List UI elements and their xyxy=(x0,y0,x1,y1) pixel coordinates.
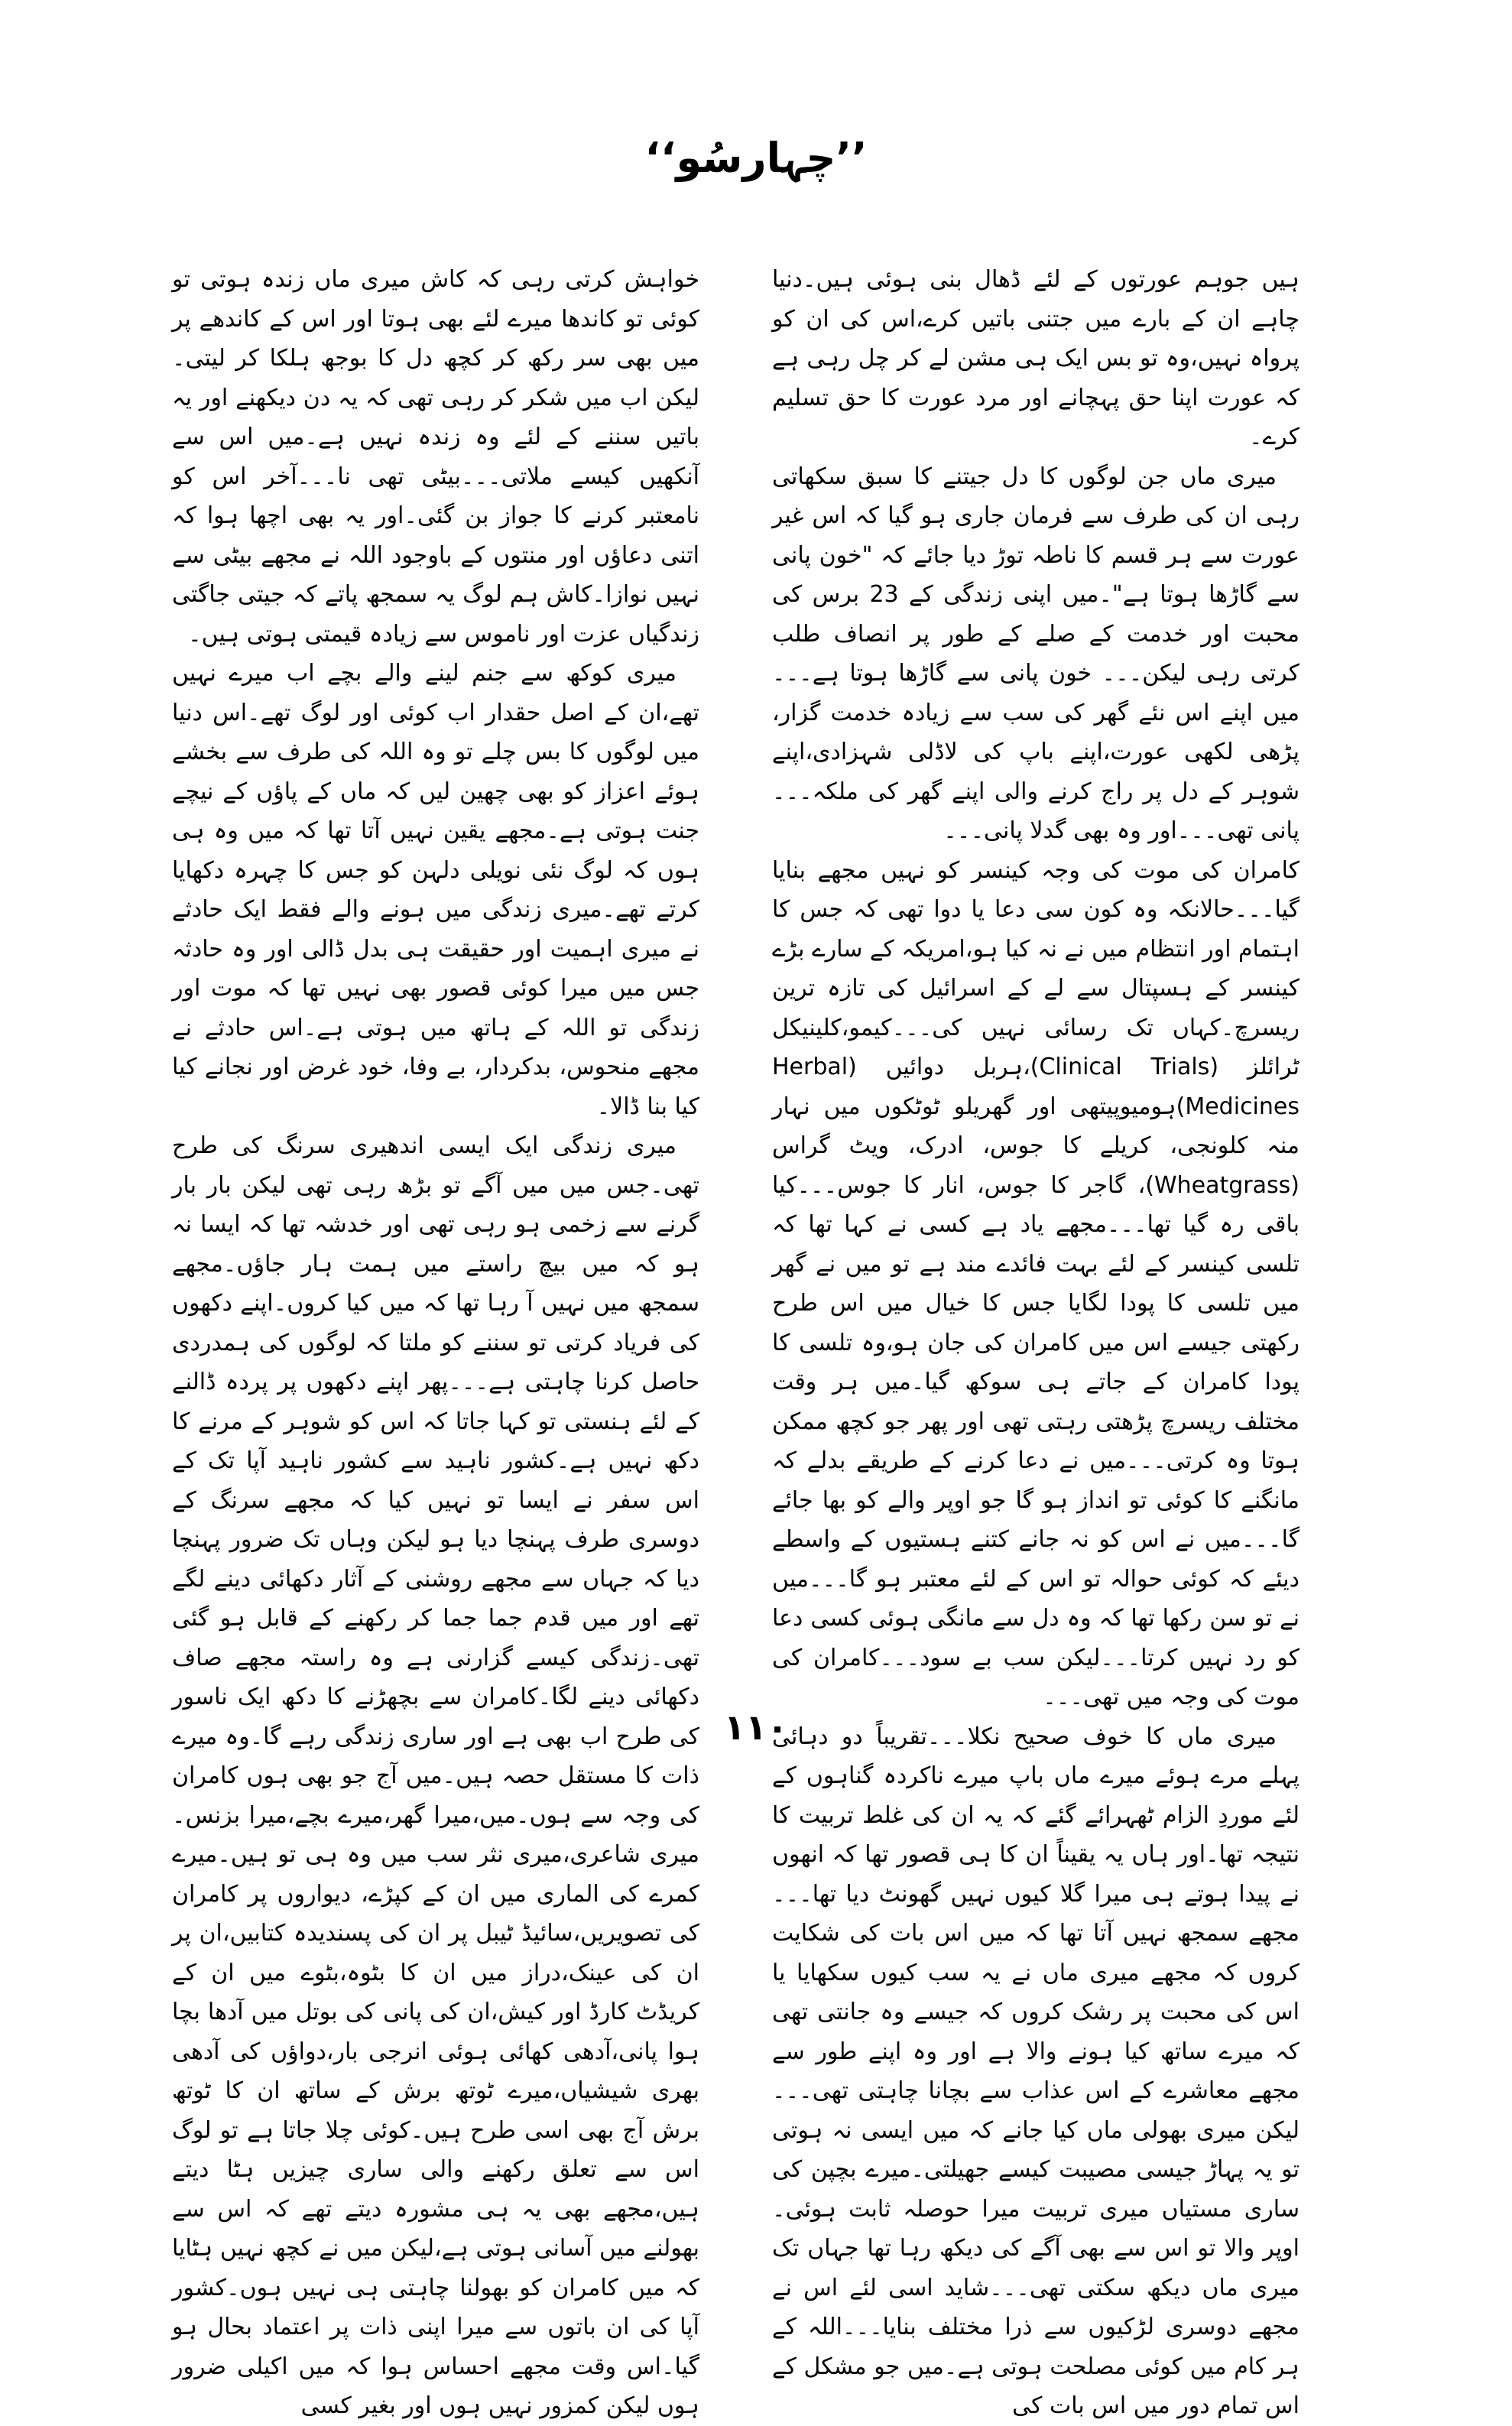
text-column-right xyxy=(772,260,1299,2419)
paragraph: کامران کی موت کی وجہ کینسر کو نہیں مجھے بنایا گیا۔۔۔حالانکہ وہ کون سی دعا یا دوا تھی کہ جس کا اہتمام اور انتظام میں نے نہ کیا ہو،امریکہ کے سارے بڑے کینسر کے ہسپتال سے لے کے اسرائیل کی تازہ ترین ریسرچ۔کہاں تک رسائی نہیں کی۔۔۔کیمو،کلینیکل ٹرائلز (Clinical Trials)،ہربل دوائیں (Herbal Medicines)ہومیوپیتھی اور گھریلو ٹوٹکوں میں نہار منہ کلونجی، کریلے کا جوس، ادرک، ویٹ گراس (Wheatgrass)، گاجر کا جوس، انار کا جوس۔۔۔کیا باقی رہ گیا تھا۔۔۔مجھے یاد ہے کسی نے کہا تھا کہ تلسی کینسر کے لئے بہت فائدے مند ہے تو میں نے گھر میں تلسی کا پودا لگایا جس کا خیال میں اس طرح رکھتی جیسے اس میں کامران کی جان ہو،وہ تلسی کا پودا کامران کے جاتے ہی سوکھ گیا۔میں ہر وقت مختلف ریسرچ پڑھتی رہتی تھی اور پھر جو کچھ ممکن ہوتا وہ کرتی۔۔۔میں نے دعا کرنے کے طریقے بدلے کہ مانگنے کا کوئی تو انداز ہو گا جو اوپر والے کو بھا جائے گا۔۔۔میں نے اس کو نہ جانے کتنے ہستیوں کے واسطے دیئے کہ کوئی حوالہ تو اس کے لئے معتبر ہو گا۔۔۔میں نے تو سن رکھا تھا کہ وہ دل سے مانگی ہوئی کسی دعا کو رد نہیں کرتا۔۔۔لیکن سب بے سود۔۔۔کامران کی موت کی وجہ میں تھی۔۔۔ xyxy=(772,856,1299,1710)
paragraph: ہیں جوہم عورتوں کے لئے ڈھال بنی ہوئی ہیں۔دنیا چاہے ان کے بارے میں جتنی باتیں کرے،اس کی ان کو پرواہ نہیں،وہ تو بس ایک ہی مشن لے کر چل رہی ہے کہ عورت اپنا حق پہچانے اور مرد عورت کا حق تسلیم کرے۔ xyxy=(772,266,1299,450)
paragraph: میری زندگی ایک ایسی اندھیری سرنگ کی طرح تھی۔جس میں میں آگے تو بڑھ رہی تھی لیکن بار بار گرنے سے زخمی ہو رہی تھی اور خدشہ تھا کہ ایسا نہ ہو کہ میں بیچ راستے میں ہمت ہار جاؤں۔مجھے سمجھ میں نہیں آ رہا تھا کہ میں کیا کروں۔اپنے دکھوں کی فریاد کرتی تو سننے کو ملتا کہ لوگوں کی ہمدردی حاصل کرنا چاہتی ہے۔۔۔پھر اپنے دکھوں پر پردہ ڈالنے کے لئے ہنستی تو کہا جاتا کہ اس کو شوہر کے مرنے کا دکھ نہیں ہے۔کشور ناہید سے کشور ناہید آپا تک کے اس سفر نے ایسا تو نہیں کیا کہ مجھے سرنگ کے دوسری طرف پہنچا دیا ہو لیکن وہاں تک ضرور پہنچا دیا کہ جہاں سے مجھے روشنی کے آثار دکھائی دینے لگے تھے اور میں قدم جما جما کر رکھنے کے قابل ہو گئی تھی۔زندگی کیسے گزارنی ہے وہ راستہ مجھے صاف دکھائی دینے لگا۔کامران سے بچھڑنے کا دکھ ایک ناسور کی طرح اب بھی ہے اور ساری زندگی رہے گا۔وہ میرے ذات کا مستقل حصہ ہیں۔میں آج جو بھی ہوں کامران کی وجہ سے ہوں۔میں،میرا گھر،میرے بچے،میرا بزنس۔میری شاعری،میری نثر سب میں وہ ہی تو ہیں۔میرے کمرے کی الماری میں ان کے کپڑے، دیواروں پر کامران کی تصویریں،سائیڈ ٹیبل پر ان کی پسندیدہ کتابیں،ان پر ان کی عینک،دراز میں ان کا بٹوہ،بٹوے میں ان کے کریڈٹ کارڈ اور کیش،ان کی پانی کی بوتل میں آدھا بچا ہوا پانی،آدھی کھائی ہوئی انرجی بار،دواؤں کی آدھی بھری شیشیاں،میرے ٹوتھ برش کے ساتھ ان کا ٹوتھ برش آج بھی اسی طرح ہیں۔کوئی چلا جاتا ہے تو لوگ اس سے تعلق رکھنے والی ساری چیزیں ہٹا دیتے ہیں،مجھے بھی یہ ہی مشورہ دیتے تھے کہ اس سے بھولنے میں آسانی ہوتی ہے،لیکن میں نے کچھ نہیں ہٹایا کہ میں کامران کو بھولنا چاہتی ہی نہیں ہوں۔کشور آپا کی ان باتوں سے میرا اپنی ذات پر اعتماد بحال ہو گیا۔اس وقت مجھے احساس ہوا کہ میں اکیلی ضرور ہوں لیکن کمزور نہیں ہوں اور بغیر کسی xyxy=(172,1132,699,2419)
paragraph: خواہش کرتی رہی کہ کاش میری ماں زندہ ہوتی تو کوئی تو کاندھا میرے لئے بھی ہوتا اور اس کے کاندھے پر میں بھی سر رکھ کر کچھ دل کا بوجھ ہلکا کر لیتی۔لیکن اب میں شکر کر رہی تھی کہ یہ دن دیکھنے اور یہ باتیں سننے کے لئے وہ زندہ نہیں ہے۔میں اس سے آنکھیں کیسے ملاتی۔۔۔بیٹی تھی نا۔۔۔آخر اس کو نامعتبر کرنے کا جواز بن گئی۔اور یہ بھی اچھا ہوا کہ اتنی دعاؤں اور منتوں کے باوجود اللہ نے مجھے بیٹی سے نہیں نوازا۔کاش ہم لوگ یہ سمجھ پاتے کہ جیتی جاگتی زندگیاں عزت اور ناموس سے زیادہ قیمتی ہوتی ہیں۔ xyxy=(172,266,699,648)
text-column-left xyxy=(172,260,699,2419)
paragraph: میری ماں جن لوگوں کا دل جیتنے کا سبق سکھاتی رہی ان کی طرف سے فرمان جاری ہو گیا کہ اس غیر عورت سے ہر قسم کا ناطہ توڑ دیا جائے کہ "خون پانی سے گاڑھا ہوتا ہے"۔میں اپنی زندگی کے 23 برس کی محبت اور خدمت کے صلے کے طور پر انصاف طلب کرتی رہی لیکن۔۔۔ خون پانی سے گاڑھا ہوتا ہے۔۔۔میں اپنے اس نئے گھر کی سب سے زیادہ خدمت گزار، پڑھی لکھی عورت،اپنے باپ کی لاڈلی شہزادی،اپنے شوہر کے دل پر راج کرنے والی اپنے گھر کی ملکہ۔۔۔پانی تھی۔۔۔اور وہ بھی گدلا پانی۔۔۔ xyxy=(772,463,1299,844)
paragraph: میری کوکھ سے جنم لینے والے بچے اب میرے نہیں تھے،ان کے اصل حقدار اب کوئی اور لوگ تھے۔اس دنیا میں لوگوں کا بس چلے تو وہ اللہ کی طرف سے بخشے ہوئے اعزاز کو بھی چھین لیں کہ ماں کے پاؤں کے نیچے جنت ہوتی ہے۔مجھے یقین نہیں آتا تھا کہ میں وہ ہی ہوں کہ لوگ نئی نویلی دلہن کو جس کا چہرہ دکھایا کرتے تھے۔میری زندگی میں ہونے والے فقط ایک حادثے نے میری اہمیت اور حقیقت ہی بدل ڈالی اور وہ حادثہ جس میں میرا کوئی قصور بھی نہیں تھا کہ موت اور زندگی تو اللہ کے ہاتھ میں ہوتی ہے۔اس حادثے نے مجھے منحوس، بدکردار، بے وفا، خود غرض اور نجانے کیا کیا بنا ڈالا۔ xyxy=(172,660,699,1120)
magazine-title: ’’چہارسُو‘‘ xyxy=(644,134,868,182)
paragraph: میری ماں کا خوف صحیح نکلا۔۔۔تقریباً دو دہائی پہلے مرے ہوئے میرے ماں باپ میرے ناکردہ گناہوں کے لئے موردِ الزام ٹھہرائے گئے کہ یہ ان کی غلط تربیت کا نتیجہ تھا۔اور ہاں یہ یقیناً ان کا ہی قصور تھا کہ انھوں نے پیدا ہوتے ہی میرا گلا کیوں نہیں گھونٹ دیا تھا۔۔۔مجھے سمجھ نہیں آتا تھا کہ میں اس بات کی شکایت کروں کہ مجھے میری ماں نے یہ سب کیوں سکھایا یا اس کی محبت پر رشک کروں کہ جیسے وہ جانتی تھی کہ میرے ساتھ کیا ہونے والا ہے اور وہ اپنے طور سے مجھے معاشرے کے اس عذاب سے بچانا چاہتی تھی۔۔۔لیکن میری بھولی ماں کیا جانے کہ میں ایسی نہ ہوتی تو یہ پہاڑ جیسی مصیبت کیسے جھیلتی۔میرے بچپن کی ساری مستیاں میری تربیت میرا حوصلہ ثابت ہوئی۔اوپر والا تو اس سے بھی آگے کی دیکھ رہا تھا جہاں تک میری ماں دیکھ سکتی تھی۔۔۔شاید اسی لئے اس نے مجھے دوسری لڑکیوں سے ذرا مختلف بنایا۔۔۔اللہ کے ہر کام میں کوئی مصلحت ہوتی ہے۔میں جو مشکل کے اس تمام دور میں اس بات کی xyxy=(772,1723,1299,2419)
page-number: ۱۱۰ xyxy=(723,1707,789,1748)
